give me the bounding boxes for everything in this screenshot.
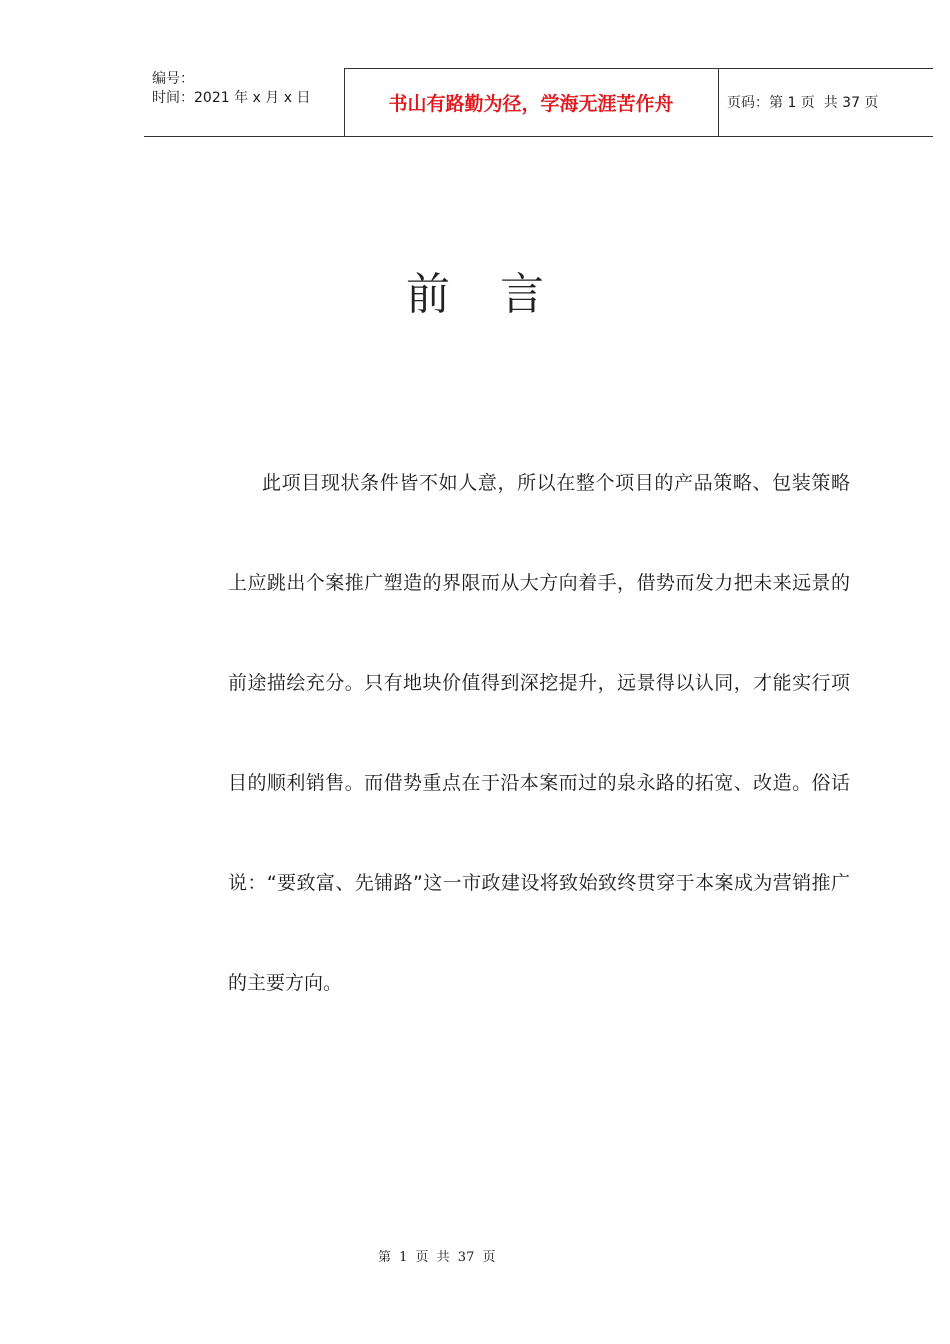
header-number-label: 编号：: [152, 71, 194, 87]
header-motto-text: 书山有路勤为径，学海无涯苦作舟: [388, 92, 674, 115]
header-meta: [152, 70, 310, 108]
header-divider-right: [718, 68, 719, 136]
header-page-info: 页码：第 1 页 共 37 页: [727, 95, 879, 111]
header-time-label: 时间：2021 年 x 月 x 日: [152, 90, 311, 106]
page-title: 前言: [406, 269, 594, 320]
page-footer-number: 第 1 页 共 37 页: [378, 1250, 496, 1265]
body-paragraph: 此项目现状条件皆不如人意，所以在整个项目的产品策略、包装策略上应跳出个案推广塑造的界限而从大方向着手，借势而发力把未来远景的前途描绘充分。只有地块价值得到深挖提升，远景得以认同，才能实行项目的顺利销售。而借势重点在于沿本案而过的泉永路的拓宽、改造。俗话说：“要致富、先铺路”这一市政建设将致始致终贯穿于本案成为营销推广的主要方向。: [228, 472, 850, 994]
header-motto: [344, 68, 718, 136]
